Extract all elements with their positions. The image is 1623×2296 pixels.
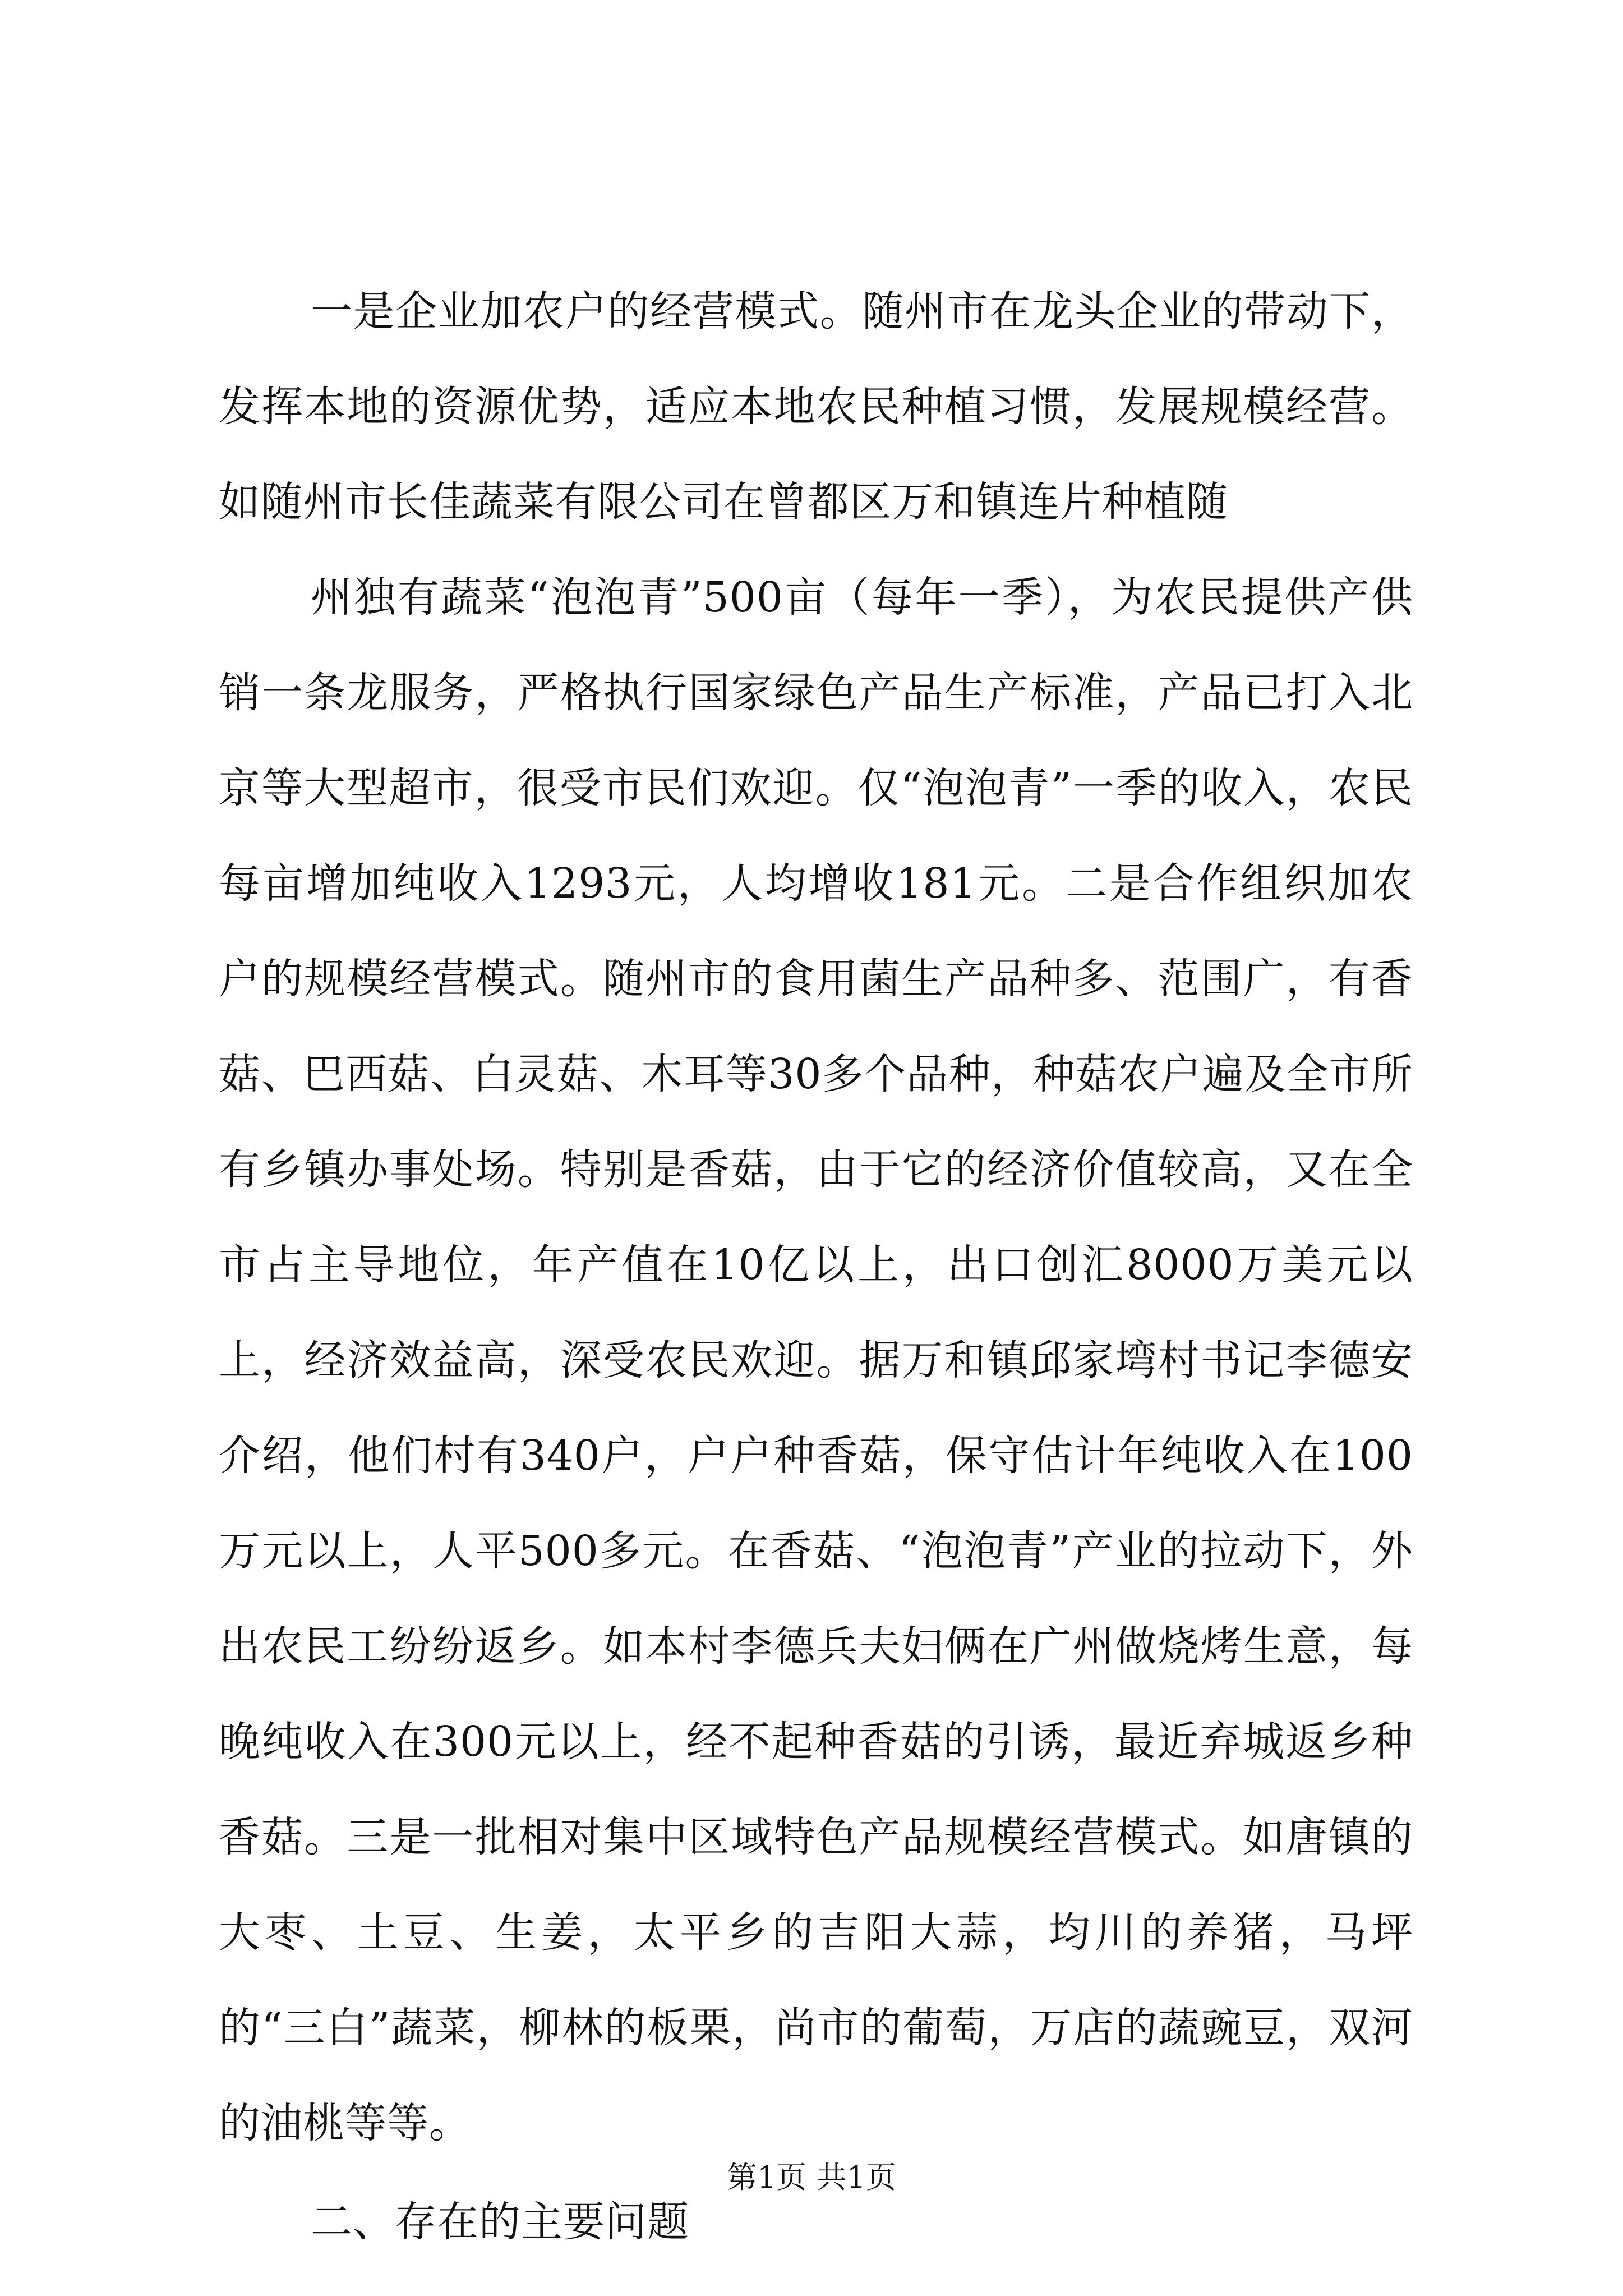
paragraph-continuation: 州独有蔬菜“泡泡青”500亩（每年一季），为农民提供产供销一条龙服务，严格执行国家绿色产品生产标准，产品已打入北京等大型超市，很受市民们欢迎。仅“泡泡青”一季的收入，农民每亩增加纯收入1293元，人均增收181元。二是合作组织加农户的规模经营模式。随州市的食用菌生产品种多、范围广，有香菇、巴西菇、白灵菇、木耳等30多个品种，种菇农户遍及全市所有乡镇办事处场。特别是香菇，由于它的经济价值较高，又在全市占主导地位，年产值在10亿以上，出口创汇8000万美元以上，经济效益高，深受农民欢迎。据万和镇邱家塆村书记李德安介绍，他们村有340户，户户种香菇，保守估计年纯收入在100万元以上，人平500多元。在香菇、“泡泡青”产业的拉动下，外出农民工纷纷返乡。如本村李德兵夫妇俩在广州做烧烤生意，每晚纯收入在300元以上，经不起种香菇的引诱，最近弃城返乡种香菇。三是一批相对集中区域特色产品规模经营模式。如唐镇的大枣、土豆、生姜，太平乡的吉阳大蒜，均川的养猪，马坪的“三白”蔬菜，柳林的板栗，尚市的葡萄，万店的蔬豌豆，双河的油桃等等。	[219, 573, 1413, 2147]
document-body	[219, 264, 1413, 2270]
paragraph-business-model: 一是企业加农户的经营模式。随州市在龙头企业的带动下，发挥本地的资源优势，适应本地农民种植习惯，发展规模经营。如随州市长佳蔬菜有限公司在曾都区万和镇连片种植随	[219, 287, 1413, 526]
page-footer: 第1页 共1页	[727, 2160, 896, 2195]
section-heading-main-problems: 二、存在的主要问题	[311, 2198, 689, 2246]
